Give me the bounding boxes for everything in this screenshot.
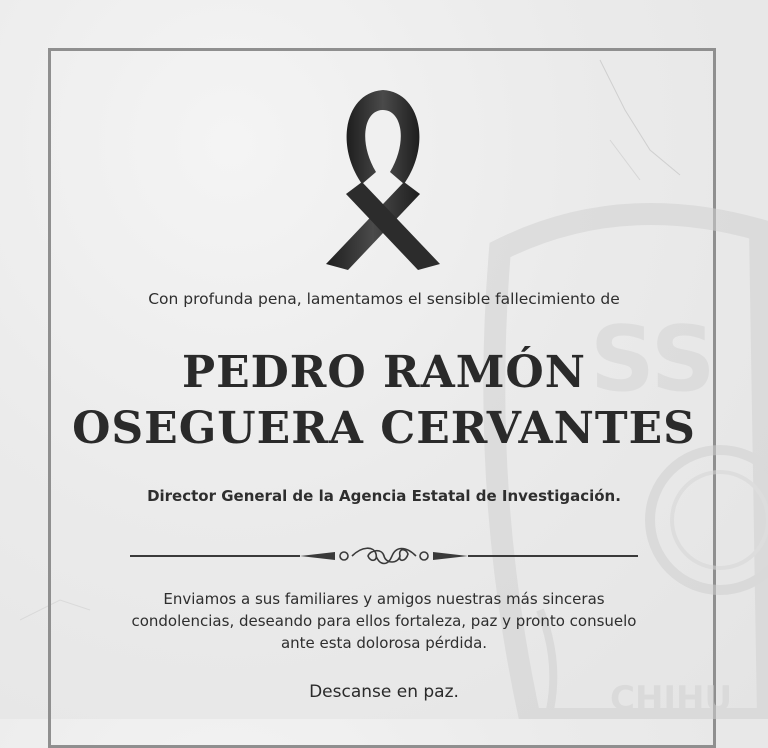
message-line-1: Enviamos a sus familiares y amigos nuestras más sinceras: [163, 590, 605, 608]
deceased-role: Director General de la Agencia Estatal de Investigación.: [147, 487, 621, 505]
ornamental-divider: [130, 544, 638, 568]
closing-text: Descanse en paz.: [309, 682, 459, 702]
condolence-message: [0, 588, 768, 654]
message-line-2: condolencias, deseando para ellos fortaleza, paz y pronto consuelo: [131, 612, 637, 630]
mourning-ribbon-icon: [316, 84, 450, 274]
message-line-3: ante esta dolorosa pérdida.: [280, 634, 488, 652]
deceased-name-line2: OSEGUERA CERVANTES: [72, 403, 696, 454]
intro-text: Con profunda pena, lamentamos el sensible fallecimiento de: [148, 290, 620, 308]
svg-text:SS: SS: [590, 307, 716, 412]
deceased-name-line1: PEDRO RAMÓN: [182, 347, 586, 398]
svg-text:CHIHU: CHIHU: [610, 679, 733, 719]
